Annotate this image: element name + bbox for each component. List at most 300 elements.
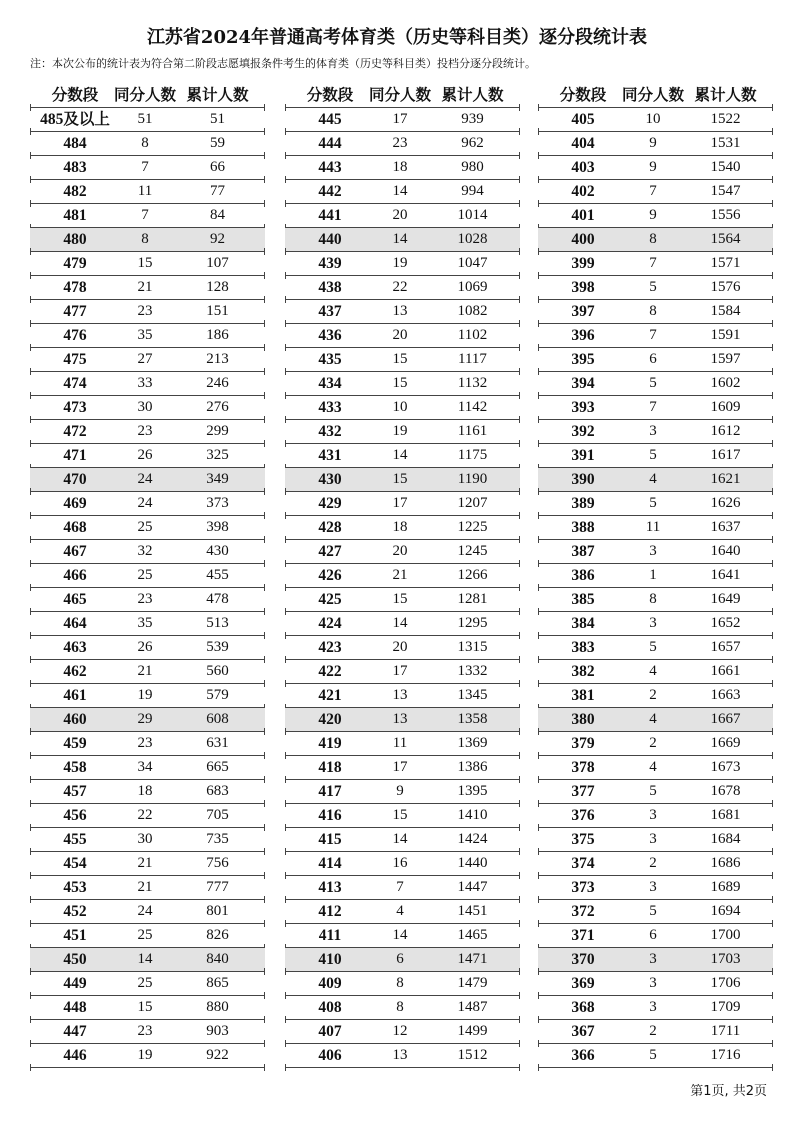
table-row <box>285 252 520 276</box>
table-row <box>30 1020 265 1044</box>
same-score-count-cell: 12 <box>392 1023 408 1039</box>
score-cell: 390 <box>571 471 595 488</box>
score-cell: 446 <box>63 1047 87 1064</box>
table-row <box>538 156 773 180</box>
table-row <box>30 228 265 252</box>
same-score-count-cell: 14 <box>137 951 153 967</box>
score-cell: 378 <box>571 759 595 776</box>
score-cell: 476 <box>63 327 87 344</box>
table-note: 注：本次公布的统计表为符合第二阶段志愿填报条件考生的体育类（历史等科目类）投档分逐分段统计。 <box>30 57 536 70</box>
table-row <box>30 204 265 228</box>
same-score-count-cell: 11 <box>392 735 408 751</box>
cumulative-count-cell: 994 <box>461 183 484 199</box>
cumulative-count-cell: 1626 <box>710 495 741 511</box>
table-row <box>538 876 773 900</box>
same-score-count-cell: 9 <box>649 135 657 151</box>
score-cell: 472 <box>63 423 87 440</box>
cumulative-count-cell: 579 <box>206 687 229 703</box>
score-cell: 394 <box>571 375 595 392</box>
cumulative-count-cell: 1332 <box>457 663 488 679</box>
header-score-range: 分数段 <box>559 85 607 104</box>
cumulative-count-cell: 1584 <box>710 303 741 319</box>
same-score-count-cell: 14 <box>392 927 408 943</box>
same-score-count-cell: 27 <box>137 351 153 367</box>
same-score-count-cell: 23 <box>137 1023 153 1039</box>
same-score-count-cell: 5 <box>649 279 657 295</box>
score-cell: 417 <box>318 783 342 800</box>
table-row <box>285 636 520 660</box>
table-row <box>30 492 265 516</box>
same-score-count-cell: 20 <box>392 543 408 559</box>
table-row <box>30 660 265 684</box>
cumulative-count-cell: 1522 <box>710 111 741 127</box>
table-row <box>30 972 265 996</box>
score-cell: 477 <box>63 303 87 320</box>
cumulative-count-cell: 1207 <box>457 495 488 511</box>
same-score-count-cell: 14 <box>392 831 408 847</box>
score-cell: 407 <box>318 1023 342 1040</box>
table-row <box>30 708 265 732</box>
table-row <box>285 324 520 348</box>
score-cell: 386 <box>571 567 595 584</box>
table-row <box>285 1020 520 1044</box>
table-row <box>538 780 773 804</box>
table-row <box>285 108 520 132</box>
same-score-count-cell: 13 <box>392 687 408 703</box>
score-cell: 460 <box>63 711 87 728</box>
cumulative-count-cell: 1161 <box>457 423 488 439</box>
same-score-count-cell: 14 <box>392 615 408 631</box>
score-cell: 408 <box>318 999 342 1016</box>
same-score-count-cell: 2 <box>649 735 657 751</box>
cumulative-count-cell: 1602 <box>710 375 741 391</box>
score-cell: 373 <box>571 879 595 896</box>
table-row <box>30 324 265 348</box>
cumulative-count-cell: 665 <box>206 759 229 775</box>
table-row <box>285 564 520 588</box>
score-cell: 425 <box>318 591 342 608</box>
cumulative-count-cell: 1315 <box>457 639 488 655</box>
same-score-count-cell: 3 <box>649 879 657 895</box>
table-row <box>30 756 265 780</box>
cumulative-count-cell: 1576 <box>710 279 741 295</box>
cumulative-count-cell: 1102 <box>457 327 488 343</box>
score-cell: 411 <box>318 927 342 944</box>
cumulative-count-cell: 1069 <box>457 279 488 295</box>
cumulative-count-cell: 1132 <box>457 375 488 391</box>
same-score-count-cell: 7 <box>649 255 657 271</box>
table-row <box>285 612 520 636</box>
cumulative-count-cell: 1669 <box>710 735 741 751</box>
header-same-score-count: 同分人数 <box>114 85 177 104</box>
same-score-count-cell: 20 <box>392 327 408 343</box>
score-cell: 438 <box>318 279 342 296</box>
table-row <box>285 516 520 540</box>
same-score-count-cell: 14 <box>392 447 408 463</box>
score-cell: 367 <box>571 1023 595 1040</box>
score-cell: 449 <box>63 975 87 992</box>
table-row <box>30 372 265 396</box>
score-cell: 471 <box>63 447 87 464</box>
score-cell: 451 <box>63 927 87 944</box>
table-row <box>538 1044 773 1068</box>
score-cell: 481 <box>63 207 87 224</box>
cumulative-count-cell: 1447 <box>457 879 488 895</box>
cumulative-count-cell: 560 <box>206 663 229 679</box>
same-score-count-cell: 34 <box>137 759 153 775</box>
same-score-count-cell: 7 <box>141 159 149 175</box>
cumulative-count-cell: 186 <box>206 327 229 343</box>
cumulative-count-cell: 398 <box>206 519 229 535</box>
table-row <box>285 996 520 1020</box>
score-cell: 456 <box>63 807 87 824</box>
cumulative-count-cell: 84 <box>210 207 225 223</box>
score-cell: 421 <box>318 687 342 704</box>
table-row <box>538 972 773 996</box>
table-row <box>538 660 773 684</box>
same-score-count-cell: 15 <box>392 591 408 607</box>
table-row <box>30 564 265 588</box>
cumulative-count-cell: 1465 <box>457 927 488 943</box>
table-row <box>538 732 773 756</box>
same-score-count-cell: 5 <box>649 639 657 655</box>
table-row <box>538 540 773 564</box>
score-cell: 423 <box>318 639 342 656</box>
same-score-count-cell: 35 <box>137 327 153 343</box>
cumulative-count-cell: 1709 <box>710 999 741 1015</box>
cumulative-count-cell: 1657 <box>710 639 741 655</box>
table-row <box>285 132 520 156</box>
same-score-count-cell: 21 <box>137 279 153 295</box>
same-score-count-cell: 15 <box>137 999 153 1015</box>
table-body <box>285 108 520 1068</box>
cumulative-count-cell: 1612 <box>710 423 741 439</box>
table-row <box>285 300 520 324</box>
same-score-count-cell: 35 <box>137 615 153 631</box>
same-score-count-cell: 23 <box>137 303 153 319</box>
score-cell: 402 <box>571 183 595 200</box>
table-row <box>538 252 773 276</box>
table-row <box>30 804 265 828</box>
cumulative-count-cell: 213 <box>206 351 229 367</box>
score-cell: 458 <box>63 759 87 776</box>
cumulative-count-cell: 1661 <box>710 663 741 679</box>
same-score-count-cell: 11 <box>137 183 153 199</box>
cumulative-count-cell: 1700 <box>710 927 741 943</box>
score-cell: 377 <box>571 783 595 800</box>
same-score-count-cell: 4 <box>649 663 657 679</box>
same-score-count-cell: 5 <box>649 375 657 391</box>
score-cell: 393 <box>571 399 595 416</box>
cumulative-count-cell: 1711 <box>710 1023 741 1039</box>
table-row <box>285 180 520 204</box>
cumulative-count-cell: 1694 <box>710 903 741 919</box>
cumulative-count-cell: 1621 <box>710 471 741 487</box>
score-cell: 447 <box>63 1023 87 1040</box>
score-cell: 482 <box>63 183 87 200</box>
same-score-count-cell: 15 <box>392 807 408 823</box>
same-score-count-cell: 26 <box>137 447 153 463</box>
score-cell: 463 <box>63 639 87 656</box>
table-row <box>538 612 773 636</box>
table-row <box>30 300 265 324</box>
cumulative-count-cell: 756 <box>206 855 229 871</box>
cumulative-count-cell: 1047 <box>457 255 488 271</box>
score-cell: 403 <box>571 159 595 176</box>
table-row <box>285 780 520 804</box>
same-score-count-cell: 5 <box>649 1047 657 1063</box>
table-body <box>538 108 773 1068</box>
cumulative-count-cell: 735 <box>206 831 229 847</box>
score-cell: 475 <box>63 351 87 368</box>
cumulative-count-cell: 1609 <box>710 399 741 415</box>
same-score-count-cell: 8 <box>396 975 404 991</box>
table-row <box>538 132 773 156</box>
table-row <box>30 252 265 276</box>
table-row <box>538 108 773 132</box>
same-score-count-cell: 3 <box>649 807 657 823</box>
same-score-count-cell: 3 <box>649 951 657 967</box>
header-score-range: 分数段 <box>306 85 354 104</box>
table-row <box>30 348 265 372</box>
score-cell: 468 <box>63 519 87 536</box>
score-cell: 439 <box>318 255 342 272</box>
table-row <box>285 804 520 828</box>
score-cell: 470 <box>63 471 87 488</box>
same-score-count-cell: 15 <box>137 255 153 271</box>
cumulative-count-cell: 1689 <box>710 879 741 895</box>
table-row <box>285 708 520 732</box>
cumulative-count-cell: 325 <box>206 447 229 463</box>
cumulative-count-cell: 1637 <box>710 519 741 535</box>
score-cell: 433 <box>318 399 342 416</box>
same-score-count-cell: 10 <box>645 111 661 127</box>
table-row <box>30 468 265 492</box>
score-cell: 372 <box>571 903 595 920</box>
cumulative-count-cell: 299 <box>206 423 229 439</box>
cumulative-count-cell: 1395 <box>457 783 488 799</box>
score-cell: 368 <box>571 999 595 1016</box>
cumulative-count-cell: 59 <box>210 135 225 151</box>
table-row <box>30 996 265 1020</box>
cumulative-count-cell: 777 <box>206 879 229 895</box>
cumulative-count-cell: 107 <box>206 255 229 271</box>
score-cell: 431 <box>318 447 342 464</box>
score-cell: 418 <box>318 759 342 776</box>
score-cell: 413 <box>318 879 342 896</box>
cumulative-count-cell: 1531 <box>710 135 741 151</box>
table-row <box>285 900 520 924</box>
cumulative-count-cell: 1641 <box>710 567 741 583</box>
same-score-count-cell: 4 <box>649 711 657 727</box>
score-cell: 457 <box>63 783 87 800</box>
cumulative-count-cell: 1369 <box>457 735 488 751</box>
cumulative-count-cell: 1487 <box>457 999 488 1015</box>
same-score-count-cell: 17 <box>392 663 408 679</box>
table-row <box>285 276 520 300</box>
table-row <box>30 1044 265 1068</box>
table-row <box>538 396 773 420</box>
cumulative-count-cell: 1117 <box>458 351 487 367</box>
table-row <box>285 852 520 876</box>
table-header-row <box>285 82 520 108</box>
cumulative-count-cell: 1681 <box>710 807 741 823</box>
table-row <box>285 1044 520 1068</box>
table-row <box>538 468 773 492</box>
score-cell: 479 <box>63 255 87 272</box>
score-cell: 440 <box>318 231 342 248</box>
same-score-count-cell: 8 <box>649 231 657 247</box>
cumulative-count-cell: 349 <box>206 471 229 487</box>
same-score-count-cell: 22 <box>392 279 408 295</box>
table-row <box>30 924 265 948</box>
cumulative-count-cell: 1499 <box>457 1023 488 1039</box>
score-cell: 400 <box>571 231 595 248</box>
table-row <box>538 828 773 852</box>
table-row <box>538 372 773 396</box>
score-cell: 461 <box>63 687 87 704</box>
score-cell: 453 <box>63 879 87 896</box>
cumulative-count-cell: 92 <box>210 231 225 247</box>
cumulative-count-cell: 1716 <box>710 1047 741 1063</box>
same-score-count-cell: 19 <box>137 1047 153 1063</box>
score-cell: 467 <box>63 543 87 560</box>
score-cell: 469 <box>63 495 87 512</box>
same-score-count-cell: 16 <box>392 855 408 871</box>
cumulative-count-cell: 980 <box>461 159 484 175</box>
cumulative-count-cell: 903 <box>206 1023 229 1039</box>
header-same-score-count: 同分人数 <box>622 85 685 104</box>
cumulative-count-cell: 1451 <box>457 903 488 919</box>
score-cell: 396 <box>571 327 595 344</box>
score-cell: 429 <box>318 495 342 512</box>
same-score-count-cell: 32 <box>137 543 153 559</box>
table-row <box>285 204 520 228</box>
table-row <box>285 372 520 396</box>
same-score-count-cell: 19 <box>392 423 408 439</box>
cumulative-count-cell: 1225 <box>457 519 488 535</box>
score-cell: 385 <box>571 591 595 608</box>
score-cell: 388 <box>571 519 595 536</box>
same-score-count-cell: 7 <box>396 879 404 895</box>
score-cell: 478 <box>63 279 87 296</box>
table-row <box>538 684 773 708</box>
cumulative-count-cell: 373 <box>206 495 229 511</box>
same-score-count-cell: 9 <box>649 159 657 175</box>
table-row <box>285 588 520 612</box>
cumulative-count-cell: 151 <box>206 303 229 319</box>
table-row <box>285 420 520 444</box>
table-row <box>30 588 265 612</box>
table-row <box>285 876 520 900</box>
score-cell: 375 <box>571 831 595 848</box>
score-cell: 397 <box>571 303 595 320</box>
cumulative-count-cell: 880 <box>206 999 229 1015</box>
score-cell: 462 <box>63 663 87 680</box>
cumulative-count-cell: 1649 <box>710 591 741 607</box>
score-cell: 428 <box>318 519 342 536</box>
same-score-count-cell: 21 <box>137 879 153 895</box>
same-score-count-cell: 8 <box>649 303 657 319</box>
table-header-row <box>538 82 773 108</box>
same-score-count-cell: 15 <box>392 471 408 487</box>
table-row <box>30 852 265 876</box>
cumulative-count-cell: 1686 <box>710 855 741 871</box>
table-row <box>285 948 520 972</box>
table-row <box>538 948 773 972</box>
table-row <box>538 300 773 324</box>
cumulative-count-cell: 1424 <box>457 831 488 847</box>
table-row <box>285 828 520 852</box>
same-score-count-cell: 20 <box>392 639 408 655</box>
cumulative-count-cell: 1440 <box>457 855 488 871</box>
same-score-count-cell: 3 <box>649 831 657 847</box>
score-cell: 474 <box>63 375 87 392</box>
score-cell: 392 <box>571 423 595 440</box>
score-cell: 395 <box>571 351 595 368</box>
cumulative-count-cell: 1471 <box>457 951 488 967</box>
score-cell: 454 <box>63 855 87 872</box>
table-row <box>285 228 520 252</box>
cumulative-count-cell: 1245 <box>457 543 488 559</box>
same-score-count-cell: 7 <box>649 327 657 343</box>
cumulative-count-cell: 1142 <box>457 399 488 415</box>
same-score-count-cell: 17 <box>392 111 408 127</box>
header-cumulative-count: 累计人数 <box>441 85 504 104</box>
score-cell: 466 <box>63 567 87 584</box>
table-row <box>285 732 520 756</box>
same-score-count-cell: 25 <box>137 519 153 535</box>
same-score-count-cell: 13 <box>392 711 408 727</box>
table-row <box>285 468 520 492</box>
table-row <box>30 444 265 468</box>
table-row <box>538 900 773 924</box>
cumulative-count-cell: 66 <box>210 159 225 175</box>
cumulative-count-cell: 1684 <box>710 831 741 847</box>
table-row <box>30 948 265 972</box>
cumulative-count-cell: 1266 <box>457 567 488 583</box>
same-score-count-cell: 23 <box>137 591 153 607</box>
cumulative-count-cell: 1190 <box>457 471 488 487</box>
cumulative-count-cell: 276 <box>206 399 229 415</box>
same-score-count-cell: 21 <box>137 663 153 679</box>
same-score-count-cell: 15 <box>392 351 408 367</box>
score-cell: 415 <box>318 831 342 848</box>
same-score-count-cell: 25 <box>137 567 153 583</box>
table-row <box>538 348 773 372</box>
cumulative-count-cell: 631 <box>206 735 229 751</box>
header-cumulative-count: 累计人数 <box>694 85 757 104</box>
cumulative-count-cell: 51 <box>210 111 225 127</box>
table-row <box>30 396 265 420</box>
table-row <box>538 996 773 1020</box>
same-score-count-cell: 24 <box>137 495 153 511</box>
same-score-count-cell: 5 <box>649 495 657 511</box>
cumulative-count-cell: 1556 <box>710 207 741 223</box>
score-cell: 459 <box>63 735 87 752</box>
cumulative-count-cell: 1547 <box>710 183 741 199</box>
table-row <box>30 516 265 540</box>
table-row <box>30 684 265 708</box>
cumulative-count-cell: 962 <box>461 135 484 151</box>
same-score-count-cell: 2 <box>649 855 657 871</box>
table-body <box>30 108 265 1068</box>
score-table-column-3 <box>538 82 773 1068</box>
score-cell: 436 <box>318 327 342 344</box>
cumulative-count-cell: 1678 <box>710 783 741 799</box>
score-cell: 483 <box>63 159 87 176</box>
table-row <box>30 732 265 756</box>
